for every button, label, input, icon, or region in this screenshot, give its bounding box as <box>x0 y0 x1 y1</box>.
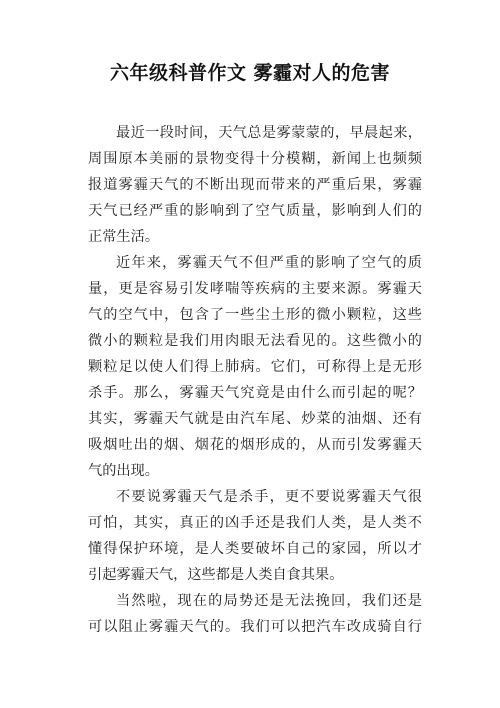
text-line: 微小的颗粒是我们用肉眼无法看见的。这些微小的 <box>88 333 422 349</box>
text-line: 天气已经严重的影响到了空气质量，影响到人们的 <box>88 203 422 219</box>
text-line: 周围原本美丽的景物变得十分模糊，新闻上也频频 <box>88 151 422 167</box>
text-line: 正常生活。 <box>88 229 159 245</box>
page-title: 六年级科普作文 雾霾对人的危害 <box>109 62 391 84</box>
text-line: 颗粒足以使人们得上肺病。它们，可称得上是无形 <box>88 359 422 375</box>
text-line: 可以阻止雾霾天气的。我们可以把汽车改成骑自行 <box>88 619 422 635</box>
text-line: 气的空气中，包含了一些尘土形的微小颗粒，这些 <box>88 307 422 323</box>
text-line: 最近一段时间，天气总是雾蒙蒙的，早晨起来， <box>116 125 422 141</box>
text-line: 量，更是容易引发哮喘等疾病的主要来源。雾霾天 <box>88 281 422 297</box>
text-line: 可怕，其实，真正的凶手还是我们人类，是人类不 <box>88 515 422 531</box>
text-line: 不要说雾霾天气是杀手，更不要说雾霾天气很 <box>116 489 422 505</box>
text-line: 气的出现。 <box>88 463 159 479</box>
text-line: 近年来，雾霾天气不但严重的影响了空气的质 <box>116 255 422 271</box>
paragraph-2 <box>88 250 422 484</box>
text-line: 懂得保护环境，是人类要破坏自己的家园，所以才 <box>88 541 422 557</box>
text-line: 报道雾霾天气的不断出现而带来的严重后果，雾霾 <box>88 177 422 193</box>
paragraph-4 <box>88 588 422 640</box>
text-line: 当然啦，现在的局势还是无法挽回，我们还是 <box>116 593 422 609</box>
text-line: 其实，雾霾天气就是由汽车尾、炒菜的油烟、还有 <box>88 411 422 427</box>
text-line: 杀手。那么，雾霾天气究竟是由什么而引起的呢？ <box>88 385 422 401</box>
paragraph-3 <box>88 484 422 588</box>
text-line: 吸烟吐出的烟、烟花的烟形成的，从而引发雾霾天 <box>88 437 422 453</box>
text-line: 引起雾霾天气，这些都是人类自食其果。 <box>88 567 344 583</box>
essay-body <box>88 120 422 640</box>
paragraph-1 <box>88 120 422 250</box>
